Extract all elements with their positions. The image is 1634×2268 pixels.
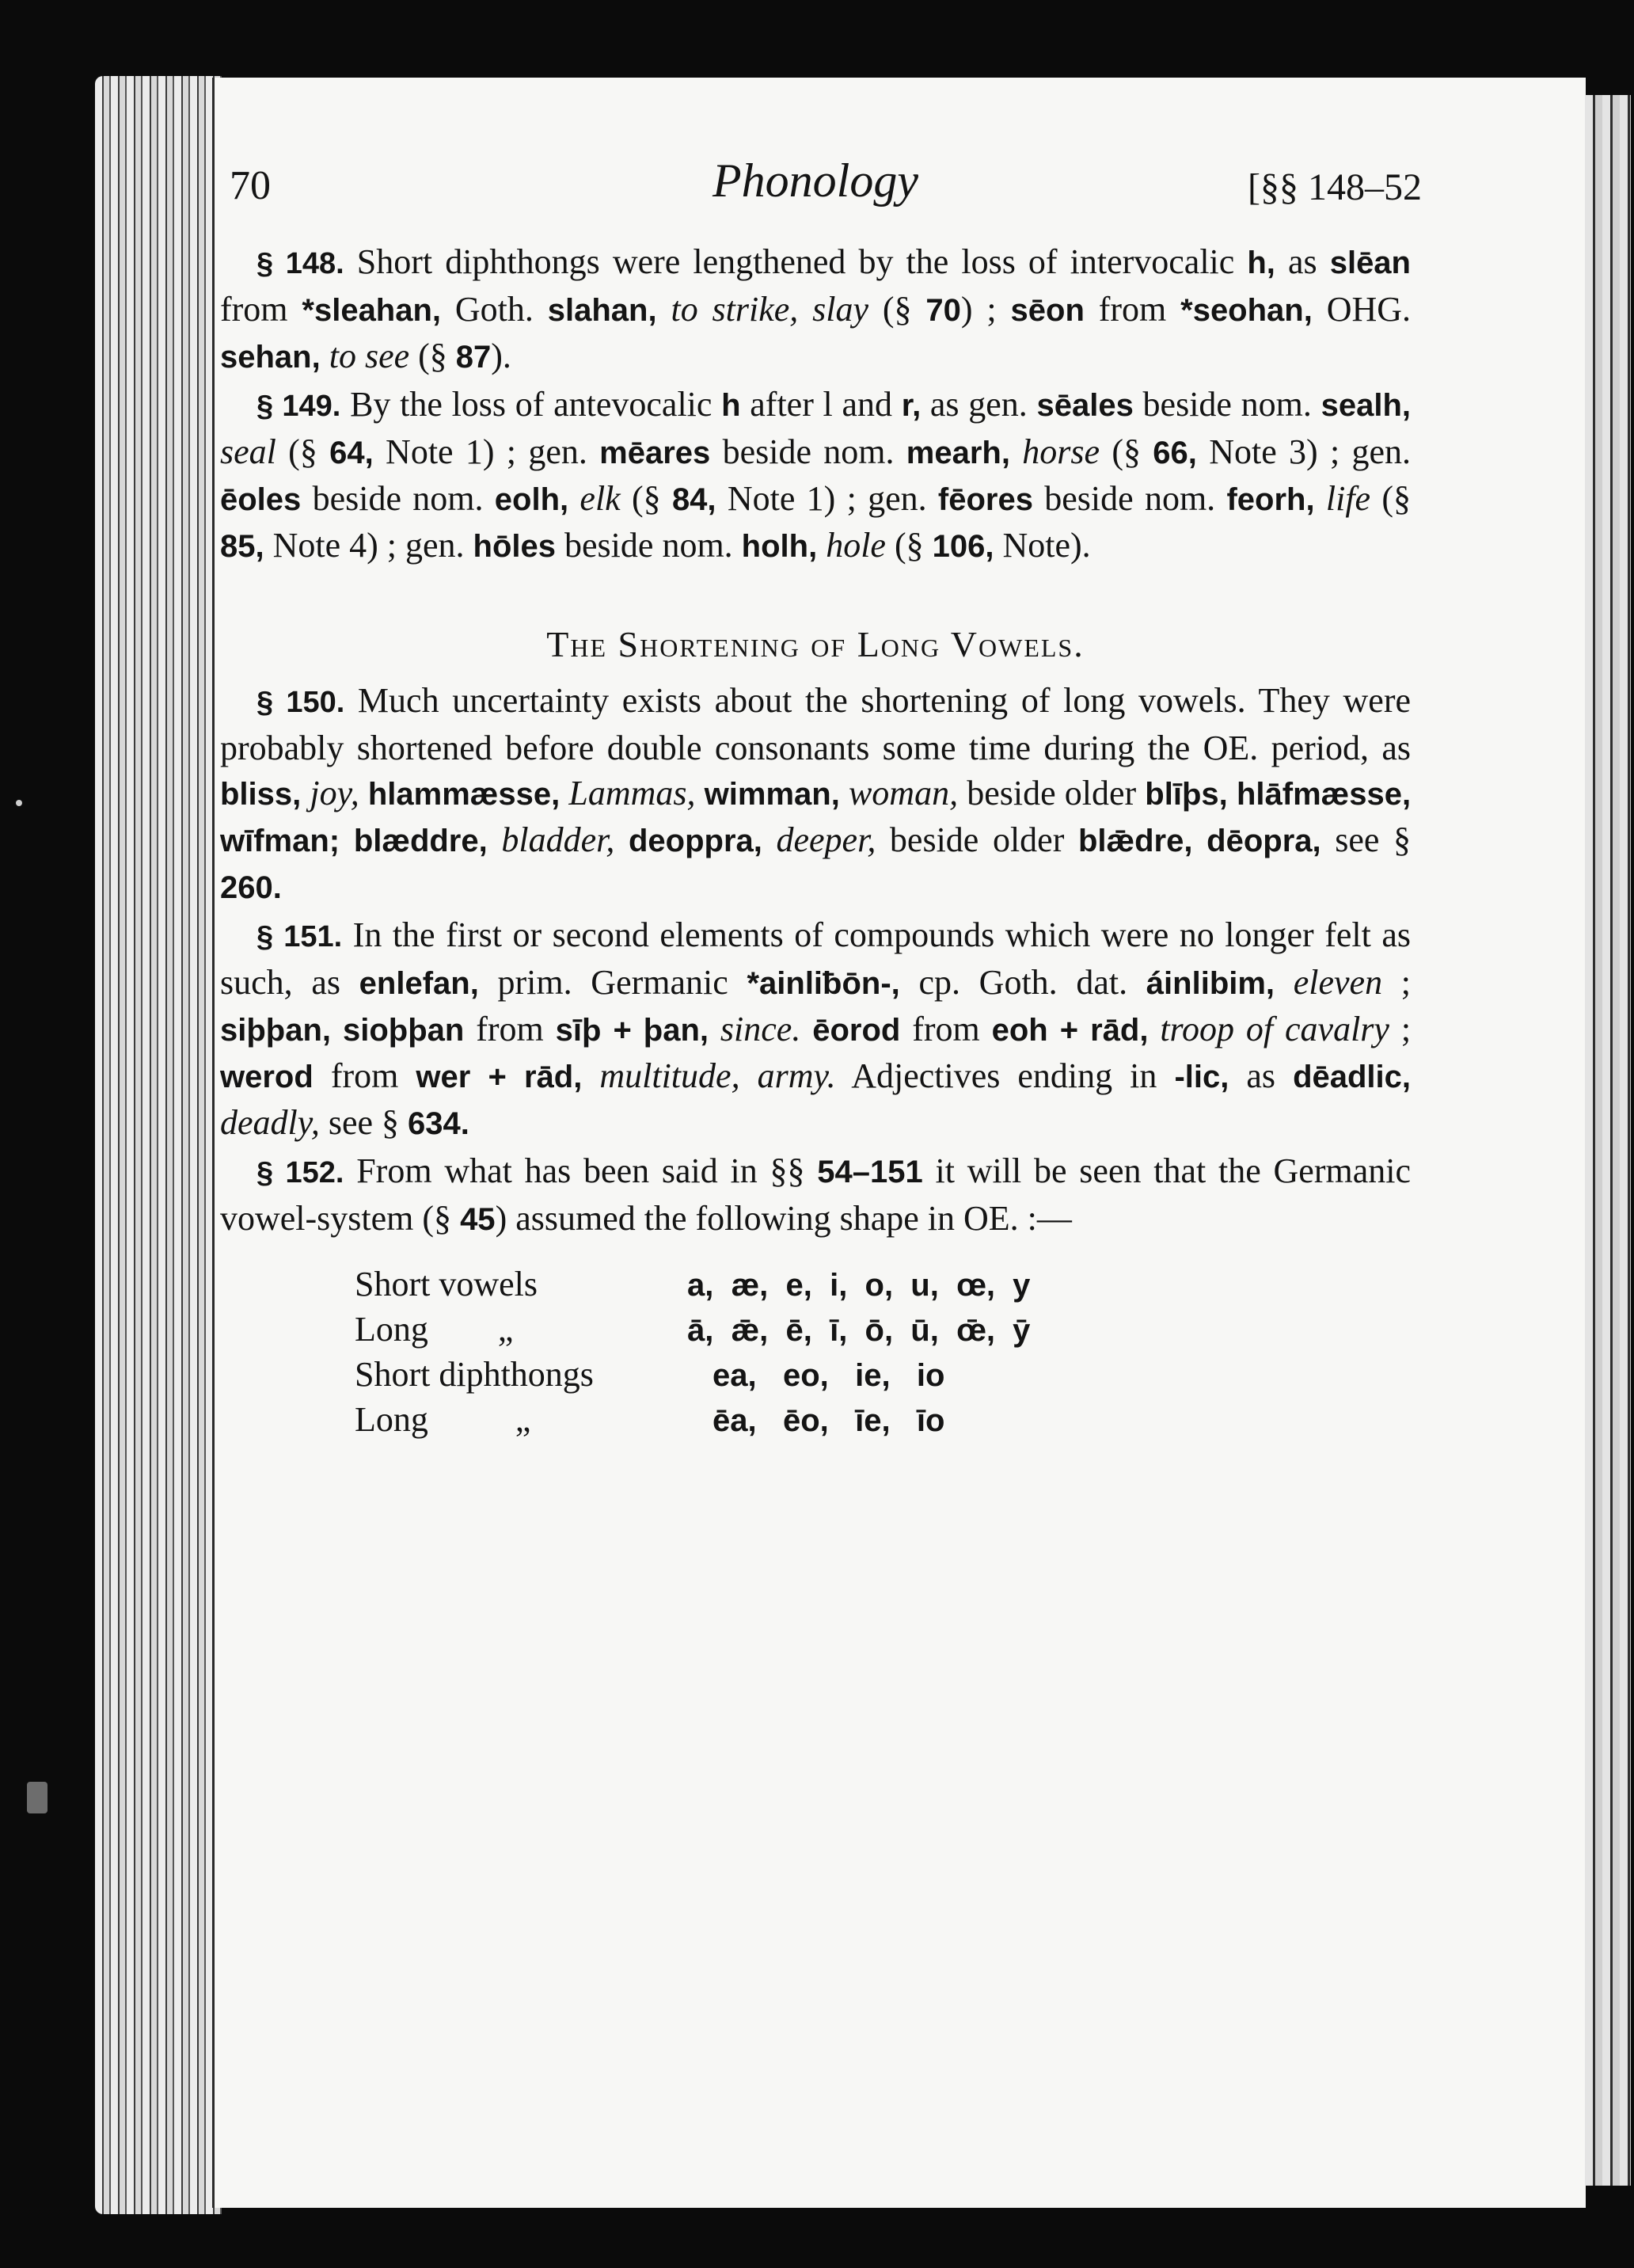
table-row [355,1307,1411,1352]
term: -lic, [1174,1060,1229,1094]
gloss: bladder, [501,820,615,859]
text: Note 1) ; gen. [716,479,938,518]
term: 260. [220,870,282,905]
term: slēan [1329,245,1411,280]
term: mearh, [906,436,1010,470]
text [1148,1010,1160,1048]
text: (§ [276,432,330,471]
text: (§ [620,479,672,518]
text: beside nom. [556,526,742,565]
term: werod [220,1060,314,1094]
text [1315,479,1326,518]
text [696,774,705,812]
term: 54–151 [817,1155,923,1189]
term: 45 [460,1202,496,1237]
text: after l and [740,385,902,424]
text [614,820,629,859]
text: it will be seen that the Germanic vowel-system (§ [220,1151,1411,1238]
row-values: ea, eo, ie, io [712,1358,945,1393]
term: sehan, [220,340,321,375]
term: 84, [671,482,716,517]
gloss: deeper, [776,820,876,859]
text: From what has been said in §§ [344,1151,818,1190]
term: sīþ + þan, [555,1013,709,1048]
text: beside older [958,774,1146,812]
text: from [220,290,302,329]
term: 64, [329,436,374,470]
term: feorh, [1226,482,1315,517]
text: (§ [885,526,933,565]
term: *seohan, [1180,293,1313,328]
page-text [220,154,1422,1442]
text [582,1056,599,1095]
term: wer + rād, [416,1060,583,1094]
term: h [721,388,741,423]
text: from [900,1010,992,1048]
gloss: life [1325,479,1371,518]
text: (§ [1370,479,1412,518]
text: beside nom. [301,479,495,518]
text [840,774,849,812]
term: 66, [1153,436,1197,470]
book-page-edge-right [1585,95,1631,2186]
term: sēon [1010,293,1085,328]
scan-speck [16,800,22,806]
text [800,1010,812,1048]
paragraph-150 [220,678,1411,911]
term: blǣdre, dēopra, [1077,824,1321,858]
text: (§ [409,337,456,375]
term: 70 [925,293,961,328]
scan-speck [27,1782,48,1813]
section-range: [§§ 148–52 [1248,166,1422,208]
term: hlammæsse, [367,777,560,812]
text: ; [1382,963,1411,1002]
term: eolh, [494,482,569,517]
text [488,820,502,859]
term: 106, [932,529,994,564]
gloss: seal [220,432,276,471]
paragraph-148 [220,239,1411,380]
paragraph-149 [220,382,1411,569]
section-mark: § 148. [256,247,344,280]
text: (§ [868,290,926,329]
term: mēares [599,436,711,470]
text: from [313,1056,416,1095]
gloss: joy, [310,774,359,812]
text: beside nom. [1133,385,1321,424]
text: as [1275,242,1330,281]
gloss: woman, [848,774,959,812]
row-values: a, æ, e, i, o, u, œ, y [687,1268,1031,1303]
term: dēadlic, [1293,1060,1412,1094]
term: áinlibim, [1146,966,1275,1001]
text: Much uncertainty exists about the shortening of long vowels. They were probably shortened before double consonants some time during the OE. period, as [220,681,1411,767]
page-title: Phonology [712,154,918,207]
term: enlefan, [359,966,479,1001]
gloss: to strike, slay [671,290,869,329]
text: ) ; [960,290,1011,329]
paragraph-151 [220,912,1411,1147]
text [359,774,368,812]
text: Note 4) ; gen. [264,526,473,565]
term: sealh, [1320,388,1411,423]
paragraph-152 [220,1148,1411,1242]
text: ) assumed the following shape in OE. :— [495,1199,1072,1238]
text: beside older [876,820,1078,859]
term: *ainliƀōn-, [747,966,900,1001]
page-number: 70 [230,163,271,208]
text [568,479,580,518]
text: Adjectives ending in [835,1056,1175,1095]
gloss: eleven [1293,963,1383,1002]
text: Short diphthongs were lengthened by the loss of intervocalic [344,242,1248,281]
vowel-system-table [355,1261,1411,1442]
text: prim. Germanic [478,963,747,1002]
section-mark: § 152. [256,1156,344,1189]
text: beside nom. [710,432,906,471]
term: hōles [473,529,557,564]
text [657,290,671,329]
term: h, [1247,245,1275,280]
section-mark: § 151. [256,920,343,953]
term: eoh + rād, [991,1013,1149,1048]
text: see § [1320,820,1412,859]
term: 85, [220,529,264,564]
text: Note). [994,526,1091,565]
term: deoppra, [628,824,762,858]
term: ēorod [812,1013,901,1048]
gloss: hole [826,526,886,565]
text: ; [1389,1010,1412,1048]
text: see § [319,1103,408,1142]
section-mark: § 149. [256,390,341,423]
term: holh, [741,529,818,564]
gloss: since. [720,1010,801,1048]
book-page-edges-left [95,76,222,2214]
term: ēoles [220,482,302,517]
text [762,820,777,859]
row-label: Short vowels [355,1265,538,1303]
table-row [355,1261,1411,1307]
text: Goth. [441,290,548,329]
table-row [355,1397,1411,1442]
running-header [220,154,1422,222]
text: beside nom. [1032,479,1227,518]
text [817,526,826,565]
text: cp. Goth. dat. [899,963,1146,1002]
text [560,774,568,812]
text: ). [491,337,511,375]
term: r, [901,388,922,423]
row-label: Long „ [355,1400,531,1439]
text: from [464,1010,556,1048]
gloss: to see [329,337,410,375]
section-heading: The Shortening of Long Vowels. [546,624,1085,664]
text: By the loss of antevocalic [340,385,722,424]
gloss: horse [1022,432,1100,471]
term: sēales [1036,388,1134,423]
table-row [355,1352,1411,1397]
gloss: Lammas, [568,774,696,812]
row-values: ēa, ēo, īe, īo [712,1403,945,1438]
row-label: Short diphthongs [355,1355,594,1394]
term: wimman, [704,777,840,812]
row-values: ā, ǣ, ē, ī, ō, ū, œ̄, ȳ [687,1313,1031,1348]
text: as [1229,1056,1294,1095]
text [1010,432,1022,471]
text: In the first or second elements of compounds which were no longer felt as such, as [220,915,1411,1002]
gloss: elk [580,479,621,518]
text: OHG. [1312,290,1412,329]
text [709,1010,720,1048]
text: from [1084,290,1181,329]
row-label: Long „ [355,1310,514,1349]
text [1275,963,1294,1002]
text [301,774,310,812]
section-mark: § 150. [256,686,345,719]
gloss: troop of cavalry [1160,1010,1389,1048]
text: Note 1) ; gen. [373,432,600,471]
term: 87 [455,340,492,375]
term: blīþs, hlāfmæsse, wīfman; blæddre, [220,777,1412,858]
term: bliss, [220,777,302,812]
text: Note 3) ; gen. [1196,432,1412,471]
term: siþþan, sioþþan [220,1013,465,1048]
term: slahan, [547,293,657,328]
text [321,337,329,375]
term: 634. [408,1106,469,1141]
term: fēores [937,482,1033,517]
gloss: multitude, army. [599,1056,836,1095]
gloss: deadly, [220,1103,320,1142]
text: (§ [1100,432,1153,471]
text: as gen. [921,385,1037,424]
term: *sleahan, [302,293,442,328]
